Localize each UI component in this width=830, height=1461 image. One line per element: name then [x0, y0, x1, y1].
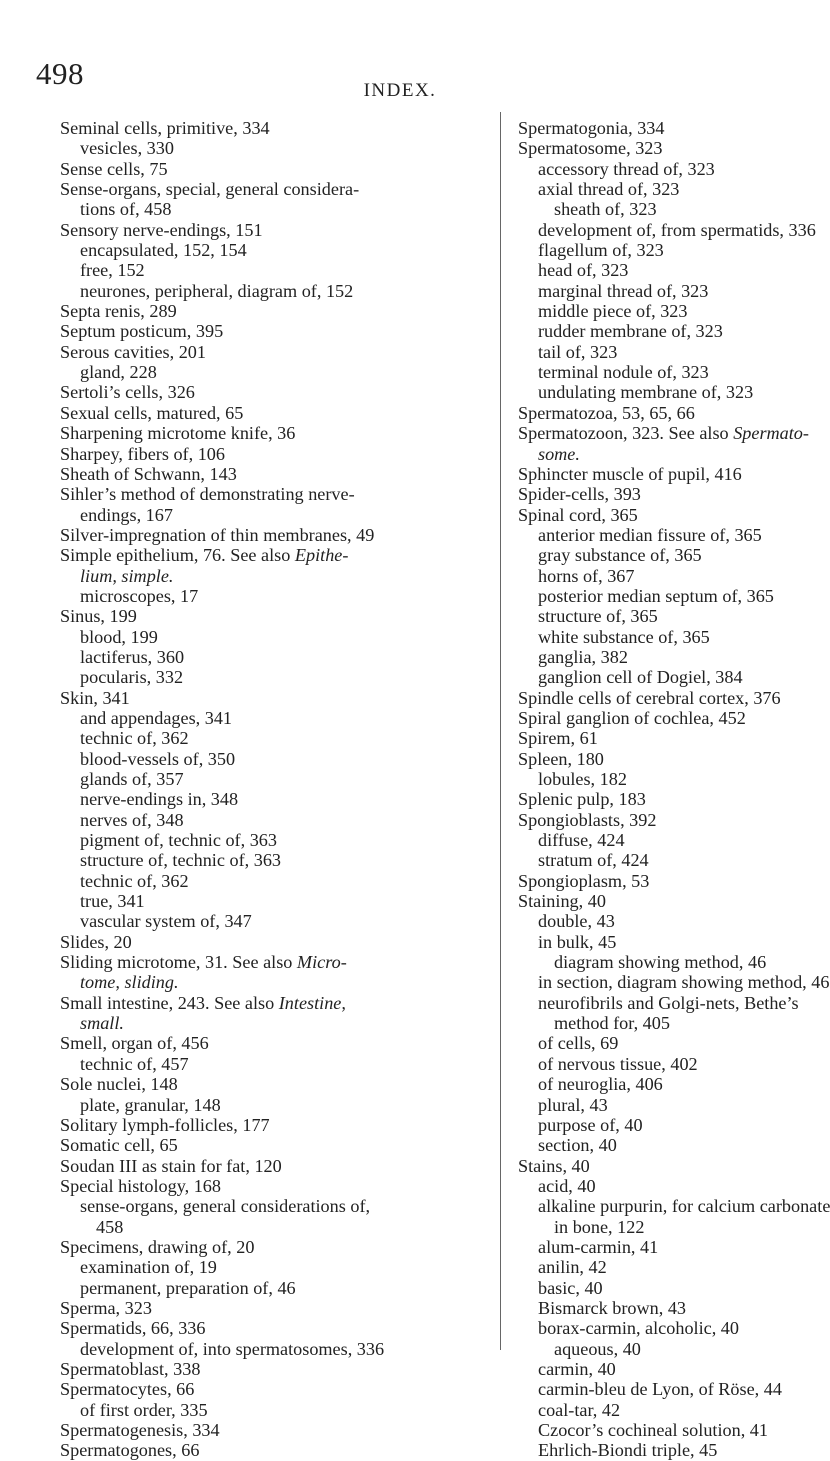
entry-text: Czocor’s cochineal solution, 41	[538, 1420, 768, 1440]
index-subentry	[60, 871, 430, 891]
index-subentry	[60, 260, 430, 280]
entry-text: Splenic pulp, 183	[518, 789, 646, 810]
index-subentry	[60, 850, 430, 870]
index-entry	[60, 464, 430, 484]
page-header	[0, 56, 800, 101]
index-entry	[60, 1115, 430, 1135]
entry-text: pigment of, technic of, 363	[80, 830, 277, 851]
index-entry	[60, 932, 430, 952]
index-subentry	[518, 627, 794, 647]
entry-text: Spleen, 180	[518, 748, 604, 769]
entry-text: Somatic cell, 65	[60, 1135, 178, 1156]
entry-text: basic, 40	[538, 1277, 603, 1298]
index-subentry	[60, 1196, 430, 1216]
entry-text: blood, 199	[80, 626, 158, 647]
entry-text: Spermatids, 66, 336	[60, 1318, 206, 1339]
entry-text: free, 152	[80, 260, 145, 281]
index-subentry	[518, 1379, 794, 1399]
entry-text: microscopes, 17	[80, 585, 199, 606]
index-subentry	[518, 1318, 794, 1338]
entry-text: acid, 40	[538, 1175, 596, 1196]
entry-text: stratum of, 424	[538, 850, 649, 871]
entry-text: glands of, 357	[80, 769, 184, 789]
index-entry	[518, 484, 794, 504]
index-subentry	[518, 525, 794, 545]
entry-text: Sharpey, fibers of, 106	[60, 443, 225, 464]
index-subentry	[60, 362, 430, 382]
entry-text: Spermatogonia, 334	[518, 118, 665, 138]
entry-text: Solitary lymph-follicles, 177	[60, 1114, 270, 1135]
entry-text: in bulk, 45	[538, 931, 617, 952]
index-subentry	[518, 240, 794, 260]
index-entry	[60, 606, 430, 626]
index-subentry	[518, 1278, 794, 1298]
index-entry	[60, 952, 430, 972]
entry-text: ganglion cell of Dogiel, 384	[538, 667, 743, 688]
entry-cross-reference: tome, sliding.	[80, 972, 179, 993]
index-subentry	[518, 972, 830, 993]
entry-text: white substance of, 365	[538, 626, 710, 647]
entry-text: tail of, 323	[538, 341, 618, 362]
entry-text: Spongioblasts, 392	[518, 809, 657, 830]
entry-text: posterior median septum of, 365	[538, 585, 774, 606]
index-subentry	[60, 566, 430, 586]
entry-text: Stains, 40	[518, 1155, 590, 1176]
index-subentry	[60, 749, 430, 769]
index-entry	[518, 708, 794, 728]
entry-text: terminal nodule of, 323	[538, 362, 709, 383]
index-subentry	[518, 911, 794, 931]
index-subentry	[518, 606, 794, 626]
entry-text: of first order, 335	[80, 1399, 208, 1420]
index-subentry	[518, 667, 794, 687]
index-entry	[518, 891, 794, 911]
entry-text: tions of, 458	[80, 199, 172, 220]
entry-text: diffuse, 424	[538, 830, 625, 851]
entry-text: middle piece of, 323	[538, 301, 688, 322]
entry-text: method for, 405	[554, 1013, 670, 1034]
index-entry	[60, 1318, 430, 1338]
index-subentry	[518, 179, 794, 199]
entry-cross-reference: small.	[80, 1013, 124, 1034]
index-subentry	[518, 199, 794, 219]
index-entry	[518, 505, 794, 525]
entry-text: diagram showing method, 46	[554, 952, 767, 973]
entry-text: Spermatoblast, 338	[60, 1358, 201, 1379]
index-entry	[518, 403, 794, 423]
entry-text: Spider-cells, 393	[518, 484, 641, 505]
entry-text: Spermatozoon, 323. See also	[518, 423, 734, 444]
entry-cross-reference: some.	[538, 443, 580, 464]
index-subentry	[518, 1400, 794, 1420]
entry-text: endings, 167	[80, 504, 173, 525]
index-entry	[60, 1135, 430, 1155]
entry-text: double, 43	[538, 911, 615, 932]
entry-text: gray substance of, 365	[538, 545, 702, 566]
index-subentry	[518, 1176, 794, 1196]
entry-text: development of, into spermatosomes, 336	[80, 1338, 385, 1359]
entry-text: Sliding microtome, 31. See also	[60, 952, 297, 973]
entry-text: Sole nuclei, 148	[60, 1074, 178, 1095]
index-entry	[60, 1156, 430, 1176]
entry-text: technic of, 362	[80, 728, 189, 749]
entry-text: Spermatosome, 323	[518, 138, 663, 159]
index-entry	[60, 1420, 430, 1440]
entry-text: vascular system of, 347	[80, 911, 252, 932]
entry-text: Sense-organs, special, general considera-	[60, 179, 360, 200]
running-title: INDEX.	[363, 80, 437, 101]
entry-text: Smell, organ of, 456	[60, 1033, 209, 1054]
index-subentry	[518, 1339, 794, 1359]
entry-text: Spongioplasm, 53	[518, 870, 650, 891]
entry-text: of cells, 69	[538, 1033, 619, 1054]
index-subentry	[518, 1420, 794, 1440]
index-subentry	[60, 1400, 430, 1420]
entry-text: true, 341	[80, 891, 145, 912]
index-subentry	[518, 301, 794, 321]
entry-text: plate, granular, 148	[80, 1094, 221, 1115]
entry-text: technic of, 457	[80, 1053, 189, 1074]
index-entry	[60, 525, 430, 545]
index-subentry	[60, 728, 430, 748]
index-subentry	[60, 1013, 430, 1033]
entry-text: Sphincter muscle of pupil, 416	[518, 463, 742, 484]
index-subentry	[518, 1135, 794, 1155]
entry-text: Silver-impregnation of thin membranes, 49	[60, 524, 375, 545]
entry-text: Ehrlich-Biondi triple, 45	[538, 1440, 718, 1461]
entry-text: neurofibrils and Golgi-nets, Bethe’s	[538, 992, 799, 1013]
index-subentry	[518, 566, 794, 586]
entry-text: flagellum of, 323	[538, 240, 664, 261]
entry-text: nerves of, 348	[80, 809, 184, 830]
index-entry	[60, 1074, 430, 1094]
entry-text: of neuroglia, 406	[538, 1074, 663, 1095]
entry-text: technic of, 362	[80, 870, 189, 891]
index-entry	[60, 1298, 430, 1318]
index-entry	[518, 871, 794, 891]
index-subentry	[518, 219, 816, 240]
entry-text: in bone, 122	[554, 1216, 645, 1237]
page-number: 498	[36, 56, 84, 91]
entry-text: Staining, 40	[518, 891, 606, 912]
index-subentry	[60, 708, 430, 728]
index-column-left	[60, 118, 430, 1461]
index-entry	[60, 118, 430, 138]
index-entry	[518, 688, 794, 708]
entry-text: Spermatozoa, 53, 65, 66	[518, 402, 695, 423]
entry-text: borax-carmin, alcoholic, 40	[538, 1318, 739, 1339]
entry-text: Sheath of Schwann, 143	[60, 463, 237, 484]
index-entry	[60, 220, 430, 240]
entry-text: ganglia, 382	[538, 646, 628, 667]
entry-text: in section, diagram showing method, 46	[538, 972, 830, 993]
entry-text: Slides, 20	[60, 931, 132, 952]
entry-text: sheath of, 323	[554, 199, 657, 220]
entry-text: purpose of, 40	[538, 1114, 643, 1135]
index-subentry	[518, 647, 794, 667]
entry-text: carmin-bleu de Lyon, of Röse, 44	[538, 1379, 782, 1400]
index-subentry	[60, 199, 430, 219]
entry-text: plural, 43	[538, 1094, 608, 1115]
index-entry	[518, 423, 809, 444]
entry-text: permanent, preparation of, 46	[80, 1277, 296, 1298]
entry-text: anterior median fissure of, 365	[538, 524, 762, 545]
entry-text: Spindle cells of cerebral cortex, 376	[518, 687, 781, 708]
entry-text: development of, from spermatids, 336	[538, 219, 816, 240]
entry-text: blood-vessels of, 350	[80, 748, 236, 769]
index-entry	[60, 1237, 430, 1257]
index-entry	[60, 342, 430, 362]
entry-text: encapsulated, 152, 154	[80, 240, 247, 261]
index-entry	[60, 484, 430, 504]
index-subentry	[60, 1278, 430, 1298]
entry-text: structure of, 365	[538, 606, 658, 627]
index-subentry	[60, 810, 430, 830]
index-subentry	[518, 342, 794, 362]
index-subentry	[60, 1339, 430, 1359]
entry-text: Sperma, 323	[60, 1297, 152, 1318]
entry-text: Skin, 341	[60, 687, 130, 708]
entry-text: alkaline purpurin, for calcium carbonate	[538, 1196, 830, 1217]
index-subentry	[60, 769, 430, 789]
entry-text: Spermatocytes, 66	[60, 1379, 195, 1400]
entry-text: Sinus, 199	[60, 606, 137, 627]
index-entry	[60, 1379, 430, 1399]
index-subentry	[518, 1196, 830, 1217]
entry-cross-reference: Intestine,	[278, 992, 346, 1013]
index-entry	[518, 728, 794, 748]
entry-text: Specimens, drawing of, 20	[60, 1236, 255, 1257]
index-subentry	[518, 444, 794, 464]
index-subentry	[518, 952, 794, 972]
entry-text: Bismarck brown, 43	[538, 1297, 687, 1318]
index-subentry	[518, 1237, 794, 1257]
index-subentry	[518, 586, 794, 606]
index-entry	[60, 1033, 430, 1053]
entry-text: neurones, peripheral, diagram of, 152	[80, 280, 354, 301]
entry-cross-reference: lium, simple.	[80, 565, 174, 586]
index-entry	[60, 444, 430, 464]
index-subentry	[60, 830, 430, 850]
entry-text: Spermatogones, 66	[60, 1440, 200, 1461]
entry-text: Special histology, 168	[60, 1175, 221, 1196]
index-subentry	[60, 667, 430, 687]
index-entry	[60, 159, 430, 179]
index-subentry	[518, 1013, 794, 1033]
index-entry	[518, 1156, 794, 1176]
index-subentry	[60, 1054, 430, 1074]
entry-text: lactiferus, 360	[80, 646, 185, 667]
entry-text: Spirem, 61	[518, 728, 598, 749]
index-subentry	[518, 932, 794, 952]
entry-text: Spiral ganglion of cochlea, 452	[518, 707, 746, 728]
index-subentry	[518, 769, 794, 789]
entry-text: structure of, technic of, 363	[80, 850, 282, 871]
index-subentry	[518, 382, 794, 402]
index-subentry	[60, 911, 430, 931]
index-subentry	[60, 647, 430, 667]
entry-text: examination of, 19	[80, 1257, 217, 1278]
index-subentry	[518, 281, 794, 301]
index-subentry	[518, 159, 794, 179]
index-subentry	[60, 789, 430, 809]
index-subentry	[518, 545, 794, 565]
index-entry	[60, 403, 430, 423]
index-subentry	[60, 972, 430, 992]
index-subentry	[518, 362, 794, 382]
entry-text: Seminal cells, primitive, 334	[60, 118, 270, 138]
index-subentry	[60, 138, 430, 158]
entry-text: Spinal cord, 365	[518, 504, 638, 525]
index-subentry	[518, 992, 799, 1013]
index-subentry	[518, 1095, 794, 1115]
index-subentry	[518, 260, 794, 280]
entry-text: sense-organs, general considerations of,	[80, 1196, 371, 1217]
entry-text: vesicles, 330	[80, 138, 174, 159]
index-entry	[518, 464, 794, 484]
index-entry	[60, 301, 430, 321]
entry-text: horns of, 367	[538, 565, 635, 586]
entry-text: carmin, 40	[538, 1358, 616, 1379]
index-subentry	[518, 850, 794, 870]
index-entry	[60, 382, 430, 402]
entry-text: aqueous, 40	[554, 1338, 641, 1359]
entry-text: nerve-endings in, 348	[80, 789, 239, 810]
index-entry	[518, 789, 794, 809]
index-subentry	[60, 240, 430, 260]
index-subentry	[518, 1257, 794, 1277]
entry-text: anilin, 42	[538, 1257, 607, 1278]
entry-cross-reference: Epithe-	[294, 545, 349, 566]
entry-text: Sharpening microtome knife, 36	[60, 423, 296, 444]
index-subentry	[60, 586, 430, 606]
index-entry	[518, 118, 794, 138]
index-subentry	[518, 1074, 794, 1094]
index-subentry	[518, 321, 794, 341]
entry-text: of nervous tissue, 402	[538, 1053, 698, 1074]
entry-text: Sensory nerve-endings, 151	[60, 219, 263, 240]
entry-text: undulating membrane of, 323	[538, 382, 754, 403]
index-subentry	[60, 1217, 430, 1237]
entry-text: head of, 323	[538, 260, 629, 281]
entry-text: Serous cavities, 201	[60, 341, 206, 362]
entry-text: pocularis, 332	[80, 667, 184, 688]
entry-cross-reference: Spermato-	[733, 423, 809, 444]
entry-text: coal-tar, 42	[538, 1399, 621, 1420]
index-entry	[518, 810, 794, 830]
index-subentry	[518, 1440, 794, 1460]
entry-text: accessory thread of, 323	[538, 158, 715, 179]
entry-text: Sense cells, 75	[60, 158, 168, 179]
index-entry	[60, 179, 430, 199]
index-subentry	[518, 1359, 794, 1379]
index-entry	[60, 1176, 430, 1196]
entry-text: and appendages, 341	[80, 707, 233, 728]
index-subentry	[518, 1217, 794, 1237]
index-entry	[60, 1359, 430, 1379]
index-entry	[60, 1440, 430, 1460]
index-entry	[60, 423, 430, 443]
entry-text: lobules, 182	[538, 769, 627, 789]
index-entry	[60, 321, 430, 341]
entry-text: Sexual cells, matured, 65	[60, 402, 244, 423]
index-entry	[60, 993, 430, 1013]
index-subentry	[60, 1257, 430, 1277]
index-entry	[518, 138, 794, 158]
entry-text: axial thread of, 323	[538, 179, 680, 200]
index-subentry	[60, 627, 430, 647]
index-subentry	[60, 891, 430, 911]
entry-text: Spermatogenesis, 334	[60, 1420, 220, 1440]
entry-text: marginal thread of, 323	[538, 280, 709, 301]
index-subentry	[60, 505, 430, 525]
index-subentry	[60, 281, 430, 301]
entry-text: Sertoli’s cells, 326	[60, 382, 195, 403]
index-entry	[60, 688, 430, 708]
entry-text: Sihler’s method of demonstrating nerve-	[60, 484, 355, 505]
entry-text: 458	[96, 1216, 124, 1237]
entry-text: Septum posticum, 395	[60, 321, 224, 342]
entry-text: Soudan III as stain for fat, 120	[60, 1155, 282, 1176]
column-divider	[500, 112, 501, 1350]
index-subentry	[518, 1115, 794, 1135]
index-subentry	[518, 1033, 794, 1053]
index-entry	[60, 545, 430, 565]
entry-cross-reference: Micro-	[296, 952, 347, 973]
entry-text: section, 40	[538, 1135, 617, 1156]
entry-text: Septa renis, 289	[60, 301, 177, 322]
index-subentry	[60, 1095, 430, 1115]
entry-text: Small intestine, 243. See also	[60, 992, 279, 1013]
index-subentry	[518, 1298, 794, 1318]
entry-text: Simple epithelium, 76. See also	[60, 545, 295, 566]
index-subentry	[518, 830, 794, 850]
entry-text: rudder membrane of, 323	[538, 321, 723, 342]
index-column-right	[518, 118, 830, 1461]
index-entry	[518, 749, 794, 769]
entry-text: gland, 228	[80, 362, 157, 383]
index-subentry	[518, 1054, 794, 1074]
entry-text: alum-carmin, 41	[538, 1236, 659, 1257]
